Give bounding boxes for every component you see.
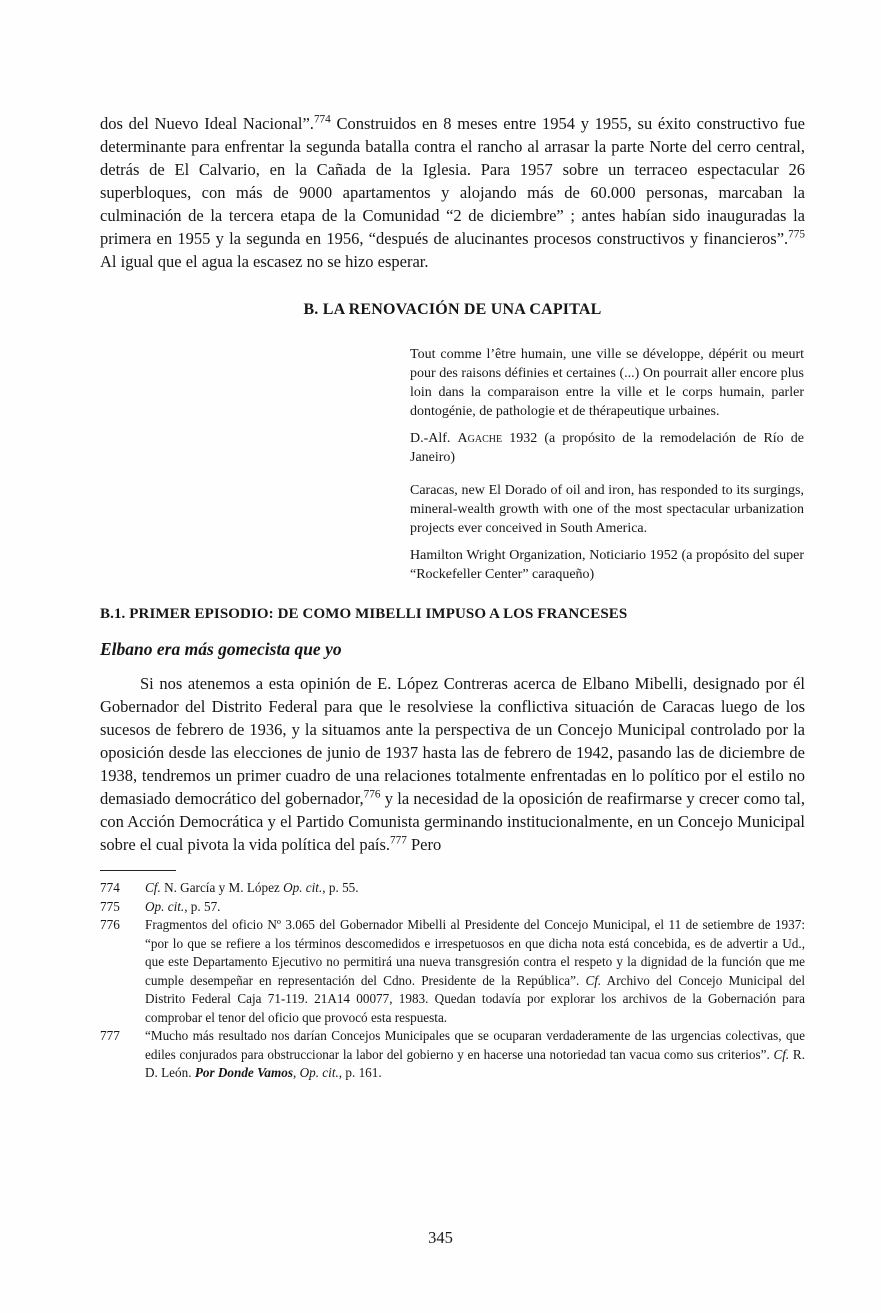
text-segment: Fragmentos del oficio Nº 3.065 del Gobernador Mibelli al Presidente del Concejo Municipal, el 11 de setiembre de 1937: “por lo que se refiere a los términos descomedidos e irrespetuosos en que dicha nota está concebida, es de advertir a Ud., que este Departamento Ejecutivo no permitirá una nueva transgresión contra el respeto y la dignidad de la función que me cumple desempeñar en representación del Cdno. Presidente de la República”. bbox=[145, 917, 805, 988]
footnote-text bbox=[145, 898, 805, 917]
footnote-number: 774 bbox=[100, 880, 120, 895]
text-segment: y la necesidad de la oposición de reafirmarse y crecer como tal, con Acción Democrática y el Partido Comunista germinando institucionalmente, en un Concejo Municipal sobre el cual pivota la vida política del país. bbox=[100, 789, 805, 854]
text-segment: Construidos en 8 meses entre 1954 y 1955, su éxito constructivo fue determinante para enfrentar la segunda batalla contra el rancho al arrasar la parte Norte del cerro central, detrás de El Calvario, en la Cañada de la Iglesia. Para 1957 sobre un terraceo espectacular 26 superbloques, con más de 9000 apartamentos y alojando más de 60.000 personas, marcaban la culminación de la tercera etapa de la Comunidad “2 de diciembre” ; antes habían sido inauguradas la primera en 1955 y la segunda en 1956, “después de alucinantes procesos constructivos y financieros”. bbox=[100, 114, 805, 248]
text-segment: 1932 (a propósito de la remodelación de Río de Janeiro) bbox=[410, 431, 804, 465]
footnote-reference: 776 bbox=[363, 788, 381, 801]
footnote-775 bbox=[100, 898, 805, 917]
text-segment: , bbox=[293, 1065, 300, 1080]
text-segment: , p. 55. bbox=[322, 880, 359, 895]
footnote-number: 777 bbox=[100, 1028, 120, 1043]
text-segment: Si nos atenemos a esta opinión de E. López Contreras acerca de Elbano Mibelli, designado por él Gobernador del Distrito Federal para que le resolviese la conflictiva situación de Caracas luego de los sucesos de febrero de 1936, y la situamos ante la perspectiva de un Concejo Municipal controlado por la oposición desde las elecciones de junio de 1937 hasta las de febrero de 1942, pasando las de diciembre de 1938, tendremos un primer cuadro de una relaciones totalmente enfrentadas en lo político por el estilo no demasiado democrático del gobernador, bbox=[100, 674, 805, 808]
epigraph-quote-french bbox=[410, 345, 804, 421]
text-segment: “Mucho más resultado nos darían Concejos Municipales que se ocuparan verdaderamente de las urgencias colectivas, que ediles conjurados para obstruccionar la labor del gobierno y en hacerse una notoriedad tan vacua como sus criterios”. bbox=[145, 1028, 805, 1062]
footnote-number: 775 bbox=[100, 898, 120, 914]
footnote-separator bbox=[100, 870, 176, 871]
text-segment: Caracas, new El Dorado of oil and iron, has responded to its surgings, mineral-wealth growth with one of the most spectacular urbanization projects ever conceived in South America. bbox=[410, 483, 804, 536]
subsection-heading: B.1. PRIMER EPISODIO: DE COMO MIBELLI IMPUSO A LOS FRANCESES bbox=[100, 606, 628, 622]
footnote-reference: 777 bbox=[390, 834, 407, 847]
footnote-reference: 775 bbox=[788, 228, 805, 241]
footnote-text bbox=[145, 1027, 805, 1083]
text-segment: D.-Alf. bbox=[410, 431, 458, 446]
text-segment: N. García y M. López bbox=[160, 880, 284, 895]
epigraph-attribution-hamilton-wright bbox=[410, 546, 804, 584]
text-segment: Tout comme l’être humain, une ville se développe, dépérit ou meurt pour des raisons définies et certaines (...) On pourrait aller encore plus loin dans la comparaison entre la ville et le corps humain, parler dontogénie, de pathologie et de thérapeutique urbaines. bbox=[410, 347, 804, 419]
page-number: 345 bbox=[428, 1228, 453, 1247]
run-in-heading: Elbano era más gomecista que yo bbox=[100, 639, 342, 659]
page-content bbox=[100, 112, 805, 1083]
epigraph-quote-english bbox=[410, 481, 804, 538]
text-segment: Op. cit. bbox=[283, 880, 323, 895]
text-segment: Op. cit. bbox=[145, 898, 185, 914]
footnotes bbox=[100, 879, 805, 1083]
footnote-text bbox=[145, 879, 805, 898]
text-segment: Por Donde Vamos bbox=[194, 1065, 293, 1080]
footnote-text bbox=[145, 916, 805, 1027]
footnote-number: 776 bbox=[100, 917, 120, 932]
text-segment: Agache bbox=[457, 431, 503, 446]
text-segment: dos del Nuevo Ideal Nacional”. bbox=[100, 114, 314, 133]
text-segment: Cf. bbox=[145, 880, 161, 895]
epigraph-block bbox=[410, 345, 804, 584]
text-segment: Cf. bbox=[773, 1046, 790, 1062]
intro-paragraph bbox=[100, 112, 805, 273]
text-segment: Hamilton Wright Organization, Noticiario 1952 (a propósito del super “Rockefeller Center” caraqueño) bbox=[410, 548, 804, 582]
main-paragraph bbox=[100, 672, 805, 856]
footnote-776 bbox=[100, 916, 805, 1027]
text-segment: R. D. León. bbox=[145, 1046, 805, 1080]
epigraph-attribution-agache bbox=[410, 429, 804, 467]
section-heading: B. LA RENOVACIÓN DE UNA CAPITAL bbox=[303, 301, 602, 318]
footnote-774 bbox=[100, 879, 805, 898]
text-segment: , p. 57. bbox=[184, 898, 221, 914]
text-segment: Archivo del Concejo Municipal del Distrito Federal Caja 71-119. 21A14 00077, 1983. Quedan todavía por explorar los archivos de la Gobernación para comprobar el tenor del oficio que provocó esta respuesta. bbox=[145, 972, 805, 1025]
text-segment: Pero bbox=[406, 835, 442, 854]
text-segment: , p. 161. bbox=[338, 1065, 382, 1080]
text-segment: Al igual que el agua la escasez no se hizo esperar. bbox=[100, 252, 429, 271]
footnote-reference: 774 bbox=[313, 113, 331, 126]
footnote-777 bbox=[100, 1027, 805, 1083]
text-segment: Op. cit. bbox=[299, 1065, 339, 1080]
text-segment: Cf. bbox=[585, 972, 602, 988]
